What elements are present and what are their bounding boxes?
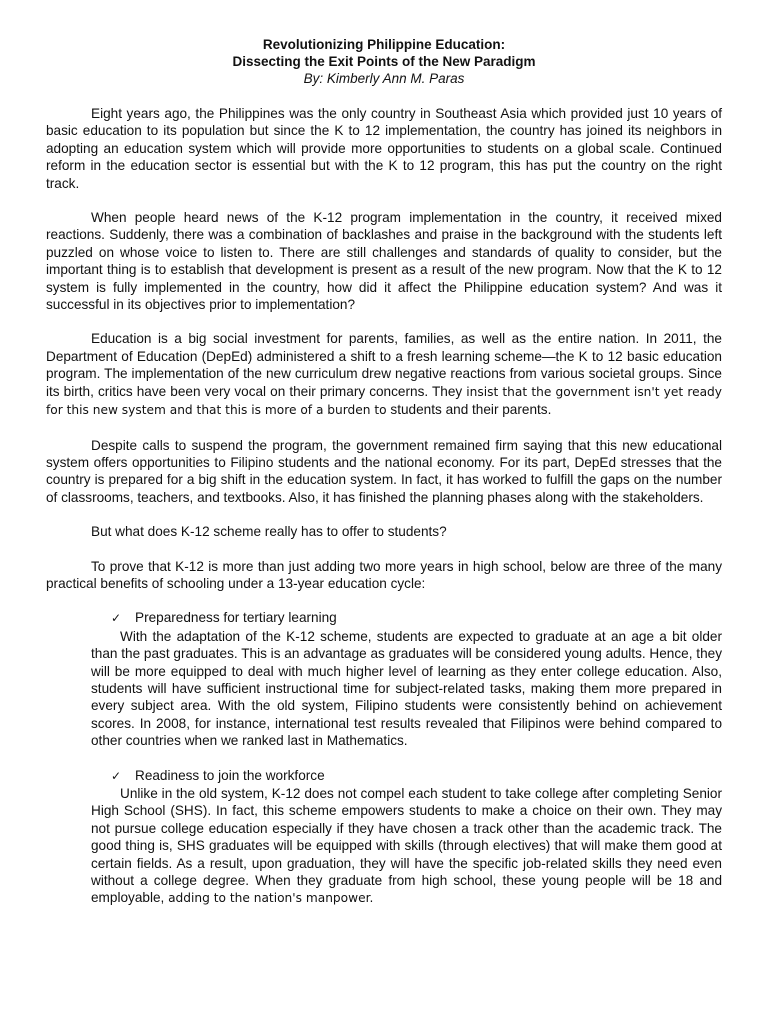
title-line-2: Dissecting the Exit Points of the New Paradigm: [232, 54, 536, 69]
bullet-body-main: Unlike in the old system, K-12 does not compel each student to take college after completing Senior High School (SHS). In fact, this scheme empowers students to make a choice on their own. They may not pursue college education especially if they have chosen a track other than the academic track. The good thing is, SHS graduates will be equipped with skills (through electives) that will make them good at certain fields. As a result, upon graduation, they will have the specific job-related skills they need even without a college degree. When they graduate from high school, these young people will be 18 and employable,: [91, 786, 722, 906]
title-line-1: Revolutionizing Philippine Education:: [262, 37, 506, 52]
paragraph-5: But what does K-12 scheme really has to offer to students?: [91, 524, 447, 540]
paragraph-3-small: insist that the government isn't yet ready for this new system and that this is more of a burden to: [46, 384, 722, 418]
bullet-heading-text: Readiness to join the workforce: [135, 767, 325, 783]
checkmark-icon: ✓: [111, 611, 122, 626]
checkmark-icon: ✓: [111, 768, 122, 783]
bullet-heading: [111, 767, 722, 785]
bullet-body: [91, 785, 722, 908]
bullet-item: [91, 767, 722, 908]
paragraph-3-end: students and their parents.: [390, 402, 552, 418]
bullet-item: [91, 609, 722, 749]
paragraph-2: When people heard news of the K-12 program implementation in the country, it received mixed reactions. Suddenly, there was a combination of backlashes and praise in the background with the students left puzzled on whose voice to listen to. There are still challenges and standards of quality to consider, but the important thing is to establish that development is present as a result of the new program. Now that the K to 12 system is fully implemented in the country, how did it affect the Philippine education system? And was it successful in its objectives prior to implementation?: [46, 210, 722, 313]
bullet-body: With the adaptation of the K-12 scheme, students are expected to graduate at an age a bit older than the past graduates. This is an advantage as graduates will be considered young adults. Hence, they will be more equipped to deal with much higher level of learning as they enter college education. Also, students will have sufficient instructional time for subject-related tasks, making them more prepared in every subject area. With the old system, Filipino students were consistently behind on achievement scores. In 2008, for instance, international test results revealed that Filipinos were behind compared to other countries when we ranked last in Mathematics.: [91, 628, 722, 749]
paragraph-1: Eight years ago, the Philippines was the only country in Southeast Asia which provided just 10 years of basic education to its population but since the K to 12 implementation, the country has joined its neighbors in adopting an education system which will provide more opportunities to students on a global scale. Continued reform in the education sector is essential but with the K to 12 program, this has put the country on the right track.: [46, 106, 722, 191]
paragraph-4: Despite calls to suspend the program, the government remained firm saying that this new educational system offers opportunities to Filipino students and the national economy. For its part, DepEd stresses that the country is prepared for a big shift in the education system. In fact, it has worked to fulfill the gaps on the number of classrooms, teachers, and textbooks. Also, it has finished the planning phases along with the stakeholders.: [46, 437, 722, 505]
title-block: [46, 36, 722, 87]
bullet-heading: [111, 609, 722, 627]
bullet-body-small: adding to the nation's manpower.: [168, 891, 374, 906]
paragraph-6: To prove that K-12 is more than just adding two more years in high school, below are three of the many practical benefits of schooling under a 13-year education cycle:: [46, 558, 722, 591]
author-byline: By: Kimberly Ann M. Paras: [303, 71, 465, 86]
paragraph-3-main: Education is a big social investment for parents, families, as well as the entire nation. In 2011, the Department of Education (DepEd) administered a shift to a fresh learning scheme—the K to 12 basic education program. The implementation of the new curriculum drew negative reactions from various societal groups. Since its birth, critics have been very vocal on their primary concerns. They: [46, 331, 722, 399]
bullet-heading-text: Preparedness for tertiary learning: [135, 610, 337, 626]
paragraph-3: [46, 330, 722, 419]
